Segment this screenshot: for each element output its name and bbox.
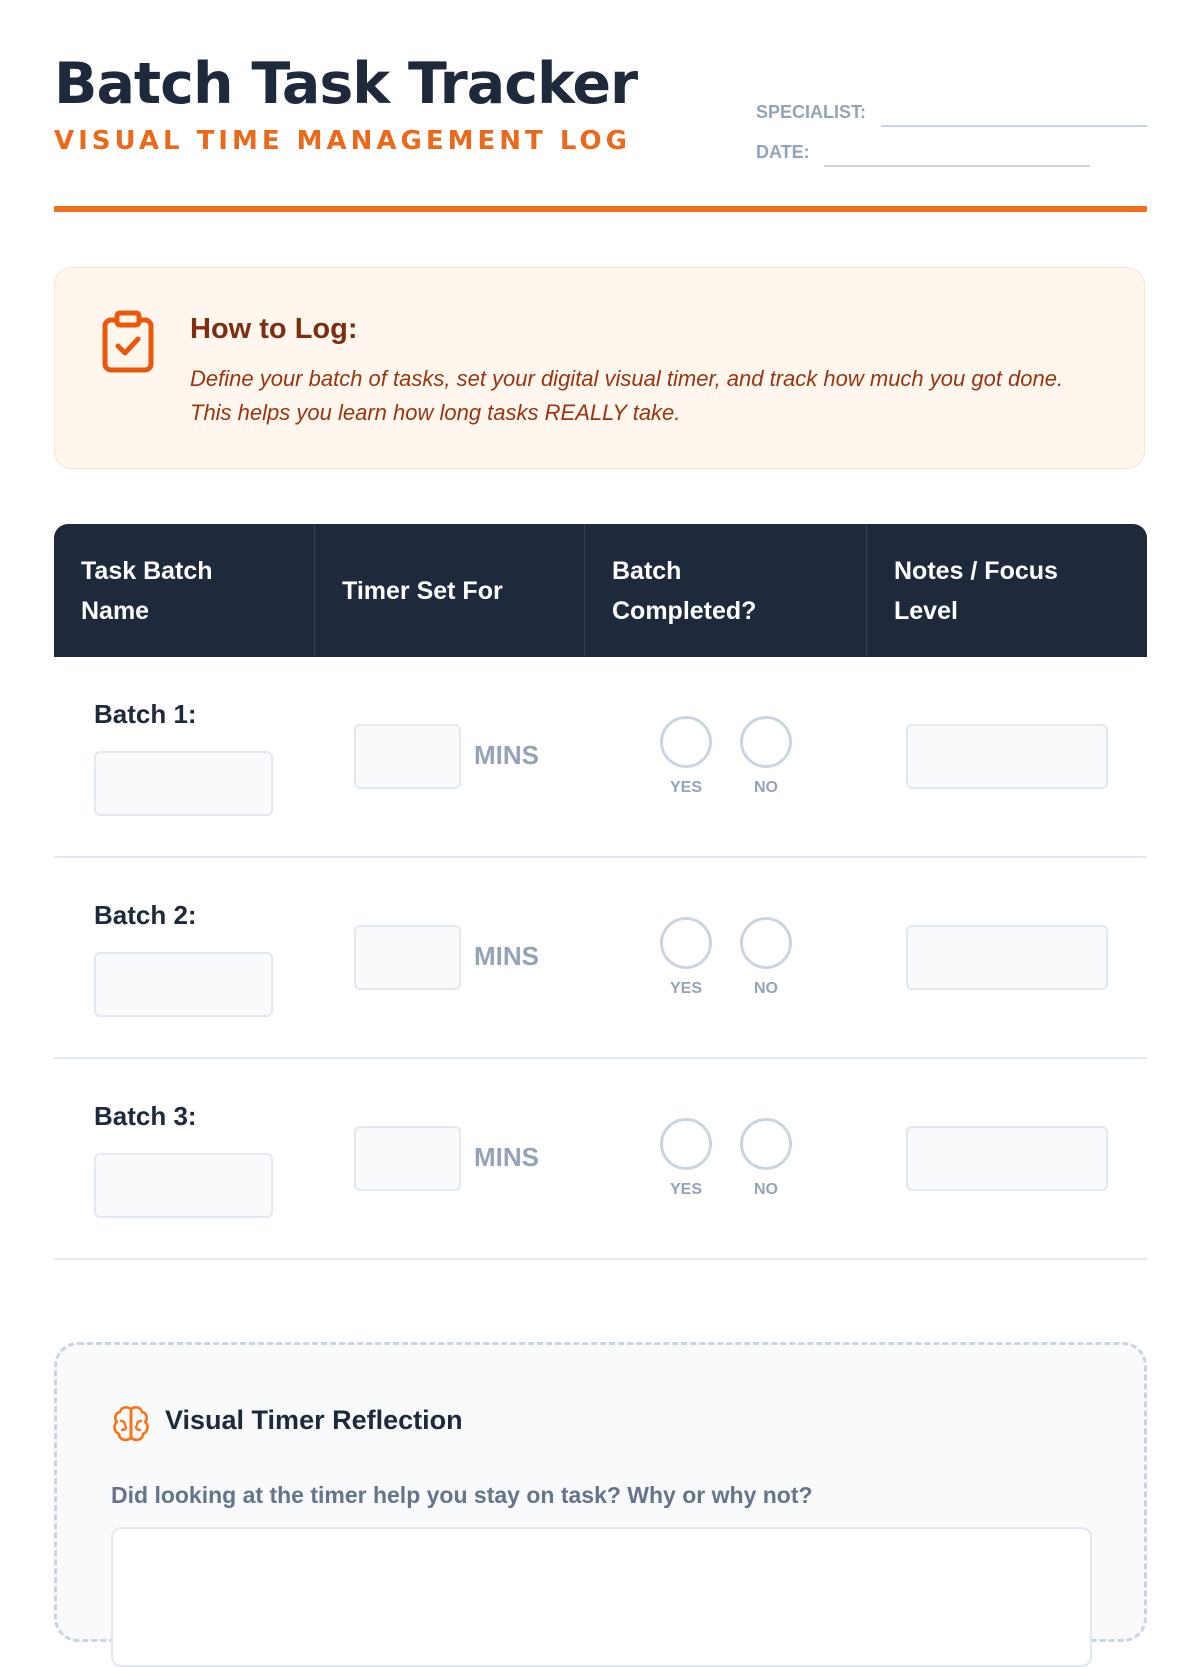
reflection-title: Visual Timer Reflection xyxy=(165,1405,463,1435)
header-timer-set-for xyxy=(315,524,585,657)
header-timer-set-for-text: Timer Set For xyxy=(342,576,503,605)
header-batch-completed-line2: Completed? xyxy=(612,596,757,625)
notes-input[interactable] xyxy=(906,1126,1108,1191)
notes-input[interactable] xyxy=(906,925,1108,990)
header-batch-completed-line1: Batch xyxy=(612,556,682,585)
specialist-field[interactable] xyxy=(881,125,1147,127)
completed-no-radio[interactable] xyxy=(740,917,792,969)
completed-no-radio[interactable] xyxy=(740,1118,792,1170)
completed-yes-radio[interactable] xyxy=(660,716,712,768)
header-notes-line1: Notes / Focus xyxy=(894,556,1058,585)
minutes-unit: MINS xyxy=(474,1142,539,1172)
specialist-row xyxy=(756,100,1147,140)
header-divider xyxy=(54,206,1147,212)
batch-table xyxy=(54,524,1147,1260)
info-title: How to Log: xyxy=(190,313,358,345)
header-notes-line2: Level xyxy=(894,596,958,625)
yes-label: YES xyxy=(669,980,702,997)
minutes-unit: MINS xyxy=(474,941,539,971)
batch-label: Batch 1: xyxy=(94,699,197,729)
date-label: DATE: xyxy=(756,142,810,162)
how-to-log-box xyxy=(54,267,1145,469)
batch-name-input[interactable] xyxy=(94,1153,273,1218)
worksheet xyxy=(54,0,1147,1600)
table-row xyxy=(54,1059,1147,1260)
clipboard-check-icon xyxy=(101,310,155,374)
info-text: Define your batch of tasks, set your digital visual timer, and track how much you got done. This helps you learn how long tasks REALLY take. xyxy=(190,366,1064,425)
table-row xyxy=(54,858,1147,1059)
yes-label: YES xyxy=(669,779,702,796)
brain-icon xyxy=(111,1404,151,1444)
timer-minutes-input[interactable] xyxy=(354,1126,461,1191)
header-task-batch-name-line1: Task Batch xyxy=(81,556,213,585)
completed-no-radio[interactable] xyxy=(740,716,792,768)
no-label: NO xyxy=(754,779,778,796)
page-subtitle: VISUAL TIME MANAGEMENT LOG xyxy=(54,126,631,156)
reflection-question: Did looking at the timer help you stay on task? Why or why not? xyxy=(111,1482,813,1508)
timer-minutes-input[interactable] xyxy=(354,724,461,789)
minutes-unit: MINS xyxy=(474,740,539,770)
header-task-batch-name xyxy=(54,524,315,657)
meta-fields xyxy=(756,100,1147,180)
batch-name-input[interactable] xyxy=(94,751,273,816)
batch-name-input[interactable] xyxy=(94,952,273,1017)
no-label: NO xyxy=(754,1181,778,1198)
no-label: NO xyxy=(754,980,778,997)
completed-yes-radio[interactable] xyxy=(660,917,712,969)
page-title: Batch Task Tracker xyxy=(54,51,638,117)
header-batch-completed xyxy=(585,524,867,657)
completed-yes-radio[interactable] xyxy=(660,1118,712,1170)
date-field[interactable] xyxy=(824,165,1090,167)
timer-minutes-input[interactable] xyxy=(354,925,461,990)
header xyxy=(54,0,1147,214)
yes-label: YES xyxy=(669,1181,702,1198)
table-row xyxy=(54,657,1147,858)
notes-input[interactable] xyxy=(906,724,1108,789)
table-header xyxy=(54,524,1147,657)
date-row xyxy=(756,140,1147,180)
specialist-label: SPECIALIST: xyxy=(756,102,867,122)
batch-label: Batch 2: xyxy=(94,900,197,930)
header-task-batch-name-line2: Name xyxy=(81,596,150,625)
header-notes-focus-level xyxy=(867,524,1147,657)
batch-label: Batch 3: xyxy=(94,1101,197,1131)
reflection-answer-input[interactable] xyxy=(111,1527,1092,1667)
reflection-box xyxy=(54,1342,1147,1642)
